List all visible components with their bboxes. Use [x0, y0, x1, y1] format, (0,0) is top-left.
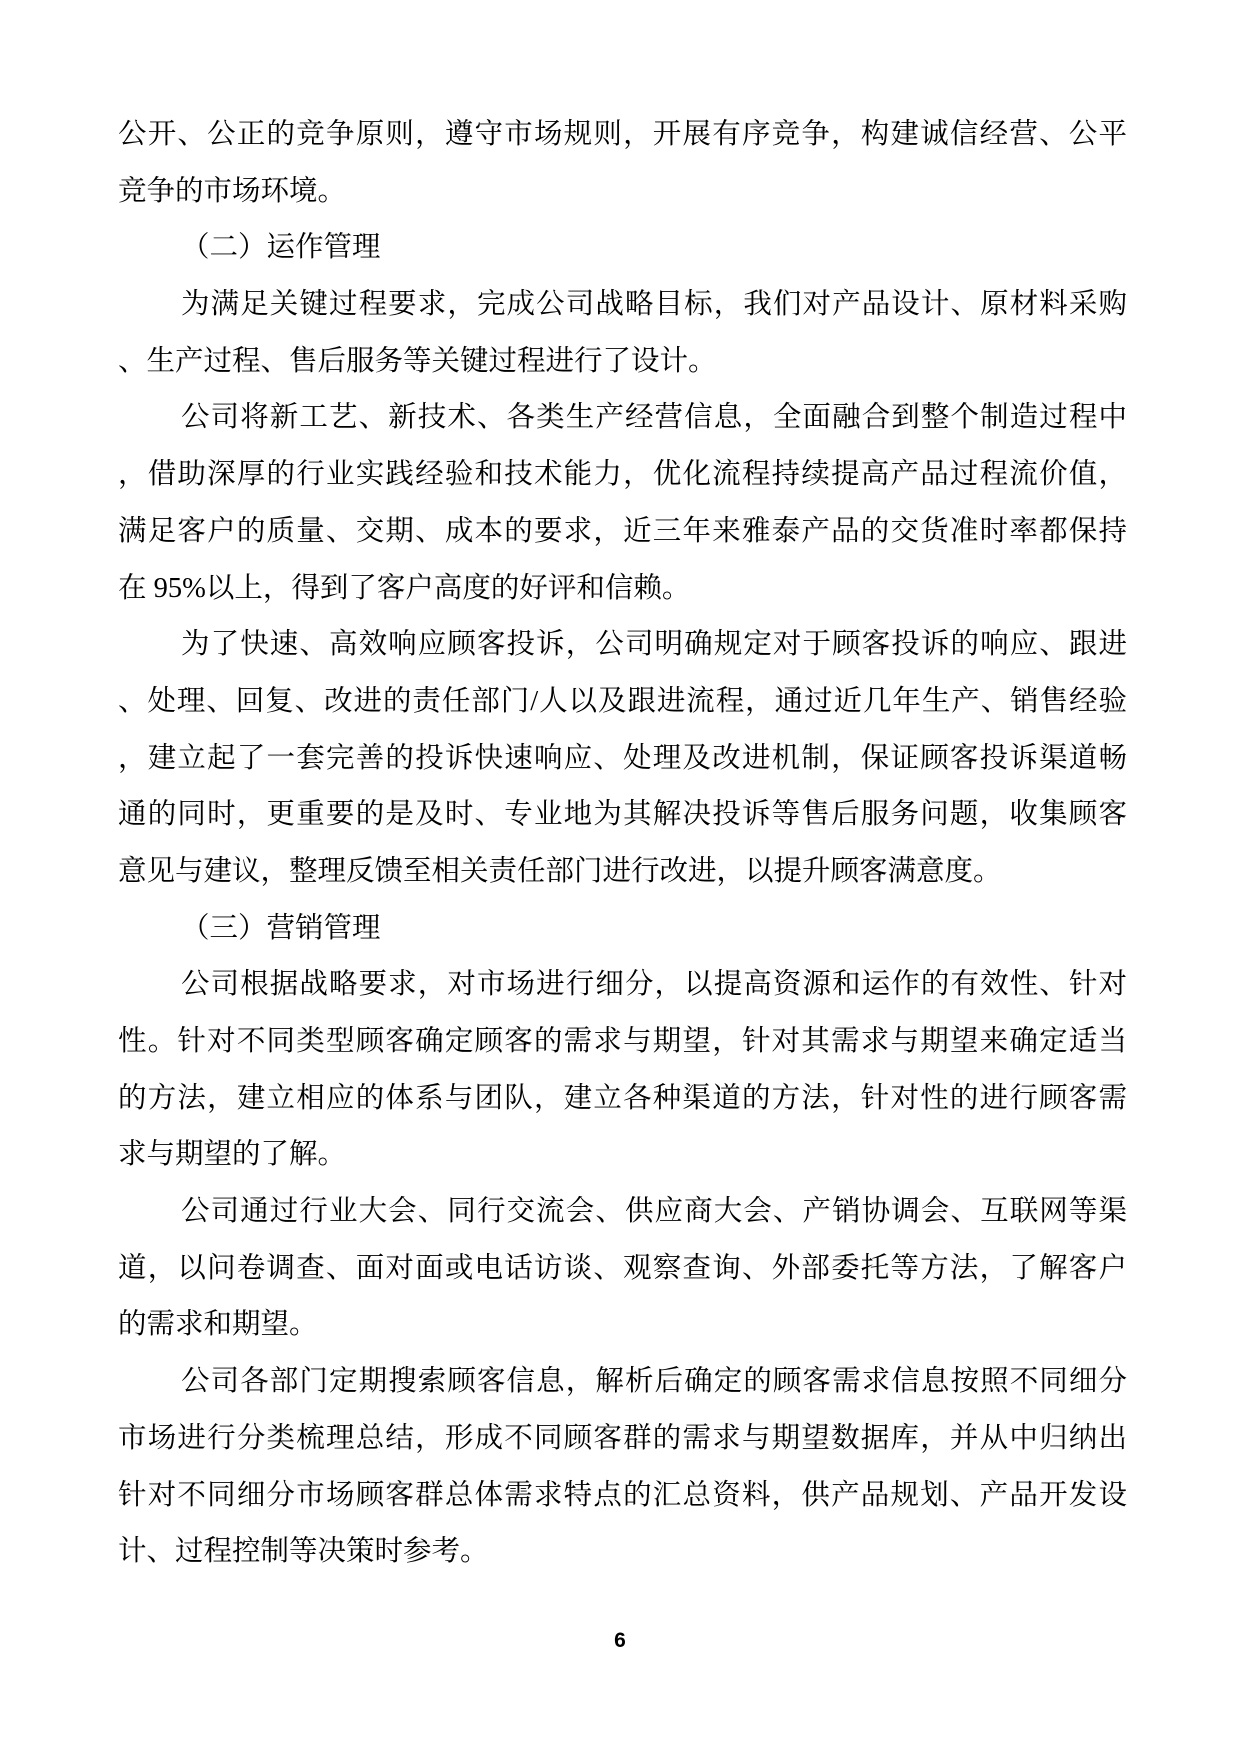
- text-line: （三）营销管理: [181, 912, 381, 944]
- text-line: 在 95%以上，得到了客户高度的好评和信赖。: [118, 572, 691, 604]
- text-line: 的方法，建立相应的体系与团队，建立各种渠道的方法，针对性的进行顾客需: [118, 1082, 1127, 1114]
- text-line: 意见与建议，整理反馈至相关责任部门进行改进，以提升顾客满意度。: [118, 855, 1002, 887]
- text-line: 通的同时，更重要的是及时、专业地为其解决投诉等售后服务问题，收集顾客: [118, 799, 1127, 831]
- text-line: 道，以问卷调查、面对面或电话访谈、观察查询、外部委托等方法，了解客户: [118, 1252, 1127, 1284]
- text-line: （二）运作管理: [181, 232, 381, 264]
- text-line: 公司各部门定期搜索顾客信息，解析后确定的顾客需求信息按照不同细分: [181, 1366, 1127, 1398]
- text-line: 为了快速、高效响应顾客投诉，公司明确规定对于顾客投诉的响应、跟进: [181, 629, 1127, 661]
- text-line: 性。针对不同类型顾客确定顾客的需求与期望，针对其需求与期望来确定适当: [118, 1026, 1127, 1057]
- text-line: 求与期望的了解。: [118, 1139, 347, 1171]
- text-line: 公司将新工艺、新技术、各类生产经营信息，全面融合到整个制造过程中: [181, 402, 1127, 434]
- page-number: 6: [614, 1629, 626, 1652]
- text-line: 公司根据战略要求，对市场进行细分，以提高资源和运作的有效性、针对: [181, 969, 1127, 1001]
- text-line: 竞争的市场环境。: [118, 175, 347, 207]
- document-body: [118, 107, 1127, 1581]
- text-line: 为满足关键过程要求，完成公司战略目标，我们对产品设计、原材料采购: [181, 289, 1127, 321]
- text-line: 计、过程控制等决策时参考。: [118, 1536, 489, 1568]
- text-line: 公开、公正的竞争原则，遵守市场规则，开展有序竞争，构建诚信经营、公平: [118, 119, 1127, 150]
- text-line: 针对不同细分市场顾客群总体需求特点的汇总资料，供产品规划、产品开发设: [118, 1479, 1127, 1511]
- text-line: 、处理、回复、改进的责任部门/人以及跟进流程，通过近几年生产、销售经验: [118, 685, 1127, 717]
- text-line: 市场进行分类梳理总结，形成不同顾客群的需求与期望数据库，并从中归纳出: [118, 1422, 1127, 1454]
- text-line: 的需求和期望。: [118, 1309, 318, 1341]
- text-line: 满足客户的质量、交期、成本的要求，近三年来雅泰产品的交货准时率都保持: [118, 515, 1127, 547]
- text-line: 、生产过程、售后服务等关键过程进行了设计。: [118, 345, 717, 377]
- text-line: ，建立起了一套完善的投诉快速响应、处理及改进机制，保证顾客投诉渠道畅: [118, 742, 1127, 774]
- text-line: 公司通过行业大会、同行交流会、供应商大会、产销协调会、互联网等渠: [181, 1196, 1127, 1228]
- text-line: ，借助深厚的行业实践经验和技术能力，优化流程持续提高产品过程流价值，: [118, 459, 1127, 491]
